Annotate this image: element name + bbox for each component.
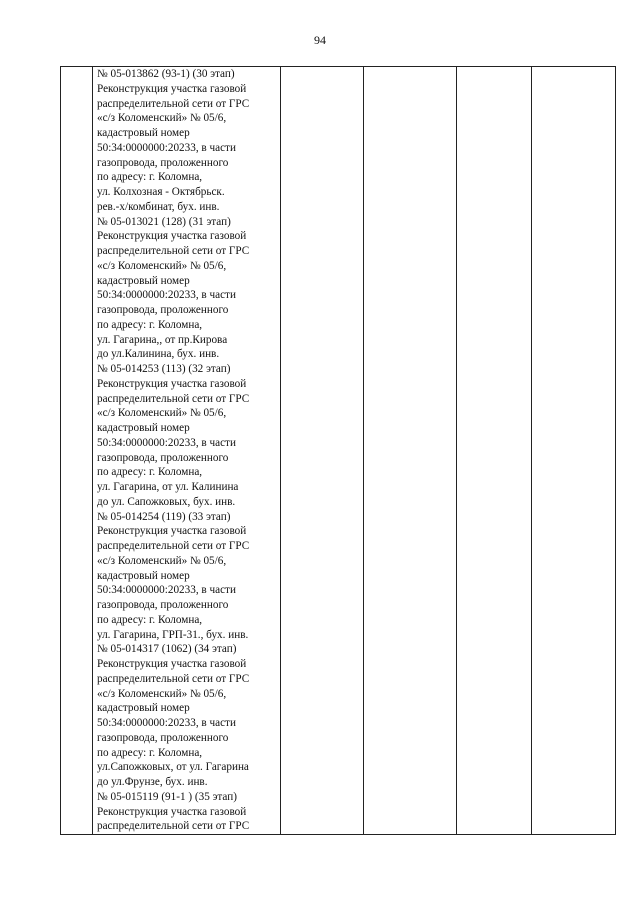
description-text [97,67,280,834]
description-line: 50:34:0000000:20233, в части [97,584,236,597]
description-line: до ул.Калинина, бух. инв. [97,348,220,361]
description-line: кадастровый номер [97,702,190,715]
description-line: «с/з Коломенский» № 05/6, [97,112,227,125]
description-line: по адресу: г. Коломна, [97,746,203,759]
description-line: кадастровый номер [97,274,190,287]
description-line: распределительной сети от ГРС [97,672,250,685]
description-line: ул.Сапожковых, от ул. Гагарина [97,761,249,774]
description-line: Реконструкция участка газовой [97,230,247,243]
description-line: до ул. Сапожковых, бух. инв. [97,495,236,508]
description-line: 50:34:0000000:20233, в части [97,436,236,449]
property-table [60,66,616,835]
description-line: Реконструкция участка газовой [97,805,247,818]
empty-cell-4 [364,67,457,835]
description-line: распределительной сети от ГРС [97,392,250,405]
empty-cell-3 [281,67,364,835]
description-line: «с/з Коломенский» № 05/6, [97,687,227,700]
description-line: распределительной сети от ГРС [97,540,250,552]
description-line: № 05-013021 (128) (31 этап) [97,215,231,228]
description-line: ул. Гагарина,, от пр.Кирова [97,333,228,346]
description-line: «с/з Коломенский» № 05/6, [97,407,227,420]
empty-cell-6 [532,67,616,835]
description-line: по адресу: г. Коломна, [97,318,203,331]
description-line: до ул.Фрунзе, бух. инв. [97,776,208,788]
description-cell [93,67,281,835]
description-line: рев.-х/комбинат, бух. инв. [97,200,220,213]
description-line: Реконструкция участка газовой [97,525,247,538]
description-line: 50:34:0000000:20233, в части [97,289,236,302]
description-line: «с/з Коломенский» № 05/6, [97,554,227,567]
description-line: Реконструкция участка газовой [97,82,247,95]
description-line: № 05-013862 (93-1) (30 этап) [97,68,235,80]
description-line: ул. Гагарина, от ул. Калинина [97,481,239,493]
description-line: по адресу: г. Коломна, [97,613,203,626]
description-line: 50:34:0000000:20233, в части [97,717,236,729]
description-line: газопровода, проложенного [97,451,229,464]
description-line: № 05-014317 (1062) (34 этап) [97,643,237,656]
description-line: ул. Гагарина, ГРП-31., бух. инв. [97,628,249,641]
description-line: ул. Колхозная - Октябрьск. [97,186,225,198]
description-line: распределительной сети от ГРС [97,245,250,257]
description-line: Реконструкция участка газовой [97,658,247,670]
empty-cell-5 [457,67,532,835]
description-line: № 05-014253 (113) (32 этап) [97,363,231,375]
index-cell [61,67,93,835]
description-line: Реконструкция участка газовой [97,377,247,390]
description-line: кадастровый номер [97,127,190,139]
page-number: 94 [314,33,326,47]
table-row [61,67,616,835]
description-line: кадастровый номер [97,422,190,434]
description-line: № 05-015119 (91-1 ) (35 этап) [97,790,237,803]
description-line: распределительной сети от ГРС [97,820,250,833]
description-line: «с/з Коломенский» № 05/6, [97,259,227,272]
description-line: кадастровый номер [97,569,190,582]
description-line: по адресу: г. Коломна, [97,171,203,184]
description-line: по адресу: г. Коломна, [97,466,203,479]
description-line: распределительной сети от ГРС [97,97,250,110]
description-line: газопровода, проложенного [97,599,229,611]
description-line: газопровода, проложенного [97,731,229,744]
description-line: газопровода, проложенного [97,304,229,316]
description-line: 50:34:0000000:20233, в части [97,141,236,154]
description-line: газопровода, проложенного [97,156,229,169]
description-line: № 05-014254 (119) (33 этап) [97,510,231,523]
